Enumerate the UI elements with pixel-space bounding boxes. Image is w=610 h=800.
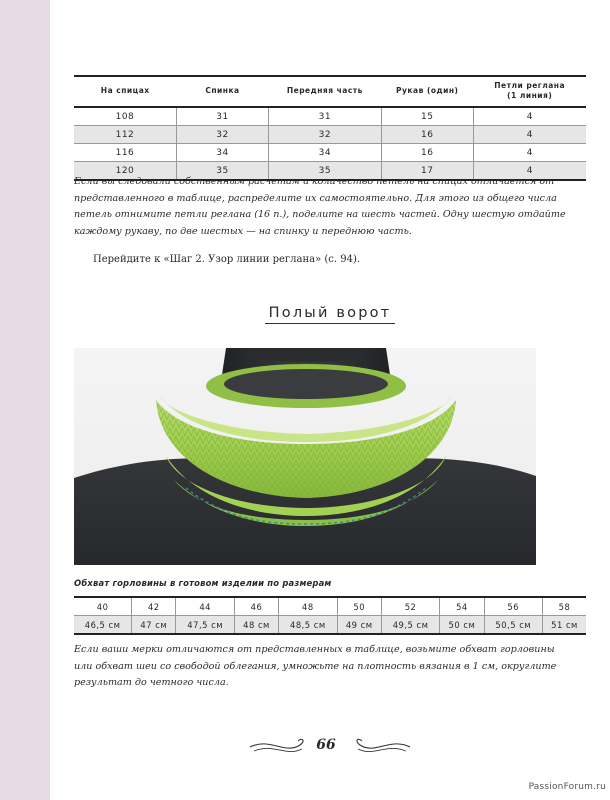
- table-row: [74, 107, 586, 126]
- table-cell: 15: [381, 107, 473, 126]
- section-title-text: Полый ворот: [265, 305, 396, 324]
- size-cell: 44: [176, 597, 235, 616]
- page-number: 66: [316, 737, 336, 753]
- distribution-note-paragraph: Если вы следовали собственным расчетам и количество петель на спицах отличается от представленного в таблице, распределите их самостоятельно. Для этого из общего числа петель отнимите петли реглана (16 п.), поделите на шесть частей. Одну шестую отдайте каждому рукаву, по две шестых — на спинку и переднюю часть.: [74, 176, 566, 237]
- col-header-back: Спинка: [176, 76, 268, 107]
- size-cell: 50: [337, 597, 381, 616]
- size-cell: 56: [484, 597, 543, 616]
- girths-row: [74, 616, 586, 635]
- size-cell: 54: [440, 597, 484, 616]
- girth-cell: 48,5 см: [279, 616, 338, 635]
- table-cell: 16: [381, 126, 473, 144]
- table-cell: 4: [473, 126, 586, 144]
- col-header-front: Передняя часть: [269, 76, 382, 107]
- girth-cell: 47 см: [132, 616, 176, 635]
- girth-cell: 49,5 см: [381, 616, 440, 635]
- table-row: [74, 126, 586, 144]
- table-row: [74, 144, 586, 162]
- size-cell: 48: [279, 597, 338, 616]
- table-cell: 31: [176, 107, 268, 126]
- stitch-distribution-table: [74, 75, 586, 181]
- size-cell: 52: [381, 597, 440, 616]
- table-header-row: [74, 76, 586, 107]
- size-cell: 42: [132, 597, 176, 616]
- girth-cell: 50 см: [440, 616, 484, 635]
- size-cell: 58: [543, 597, 586, 616]
- table-cell: 116: [74, 144, 176, 162]
- table-cell: 34: [176, 144, 268, 162]
- girth-cell: 50,5 см: [484, 616, 543, 635]
- table-cell: 108: [74, 107, 176, 126]
- table-cell: 34: [269, 144, 382, 162]
- size-table-caption: Обхват горловины в готовом изделии по размерам: [74, 578, 332, 588]
- girth-cell: 46,5 см: [74, 616, 132, 635]
- next-step-paragraph: Перейдите к «Шаг 2. Узор линии реглана» (с. 94).: [93, 254, 361, 265]
- table-cell: 4: [473, 144, 586, 162]
- table-cell: 35: [176, 162, 268, 181]
- girth-cell: 48 см: [234, 616, 278, 635]
- sizes-row: [74, 597, 586, 616]
- table-cell: 16: [381, 144, 473, 162]
- table-cell: 4: [473, 107, 586, 126]
- side-color-strip: [0, 0, 50, 800]
- col-header-sleeve: Рукав (один): [381, 76, 473, 107]
- table-cell: 17: [381, 162, 473, 181]
- col-header-raglan: Петли реглана (1 линия): [473, 76, 586, 107]
- measurement-note-paragraph: Если ваши мерки отличаются от представленных в таблице, возьмите обхват горловины или обхват шеи со свободой облегания, умножьте на плотность вязания в 1 см, округлите результат до четного числа.: [74, 644, 557, 688]
- col-header-needles: На спицах: [74, 76, 176, 107]
- table-cell: 120: [74, 162, 176, 181]
- table-cell: 32: [269, 126, 382, 144]
- watermark: PassionForum.ru: [528, 782, 606, 792]
- girth-cell: 51 см: [543, 616, 586, 635]
- size-cell: 40: [74, 597, 132, 616]
- book-page: [50, 0, 610, 800]
- table-cell: 32: [176, 126, 268, 144]
- table-cell: 112: [74, 126, 176, 144]
- size-cell: 46: [234, 597, 278, 616]
- neckline-size-table: [74, 596, 586, 635]
- table-cell: 31: [269, 107, 382, 126]
- collar-photo: [74, 348, 536, 565]
- table-cell: 4: [473, 162, 586, 181]
- table-cell: 35: [269, 162, 382, 181]
- section-title: [50, 305, 610, 324]
- girth-cell: 49 см: [337, 616, 381, 635]
- girth-cell: 47,5 см: [176, 616, 235, 635]
